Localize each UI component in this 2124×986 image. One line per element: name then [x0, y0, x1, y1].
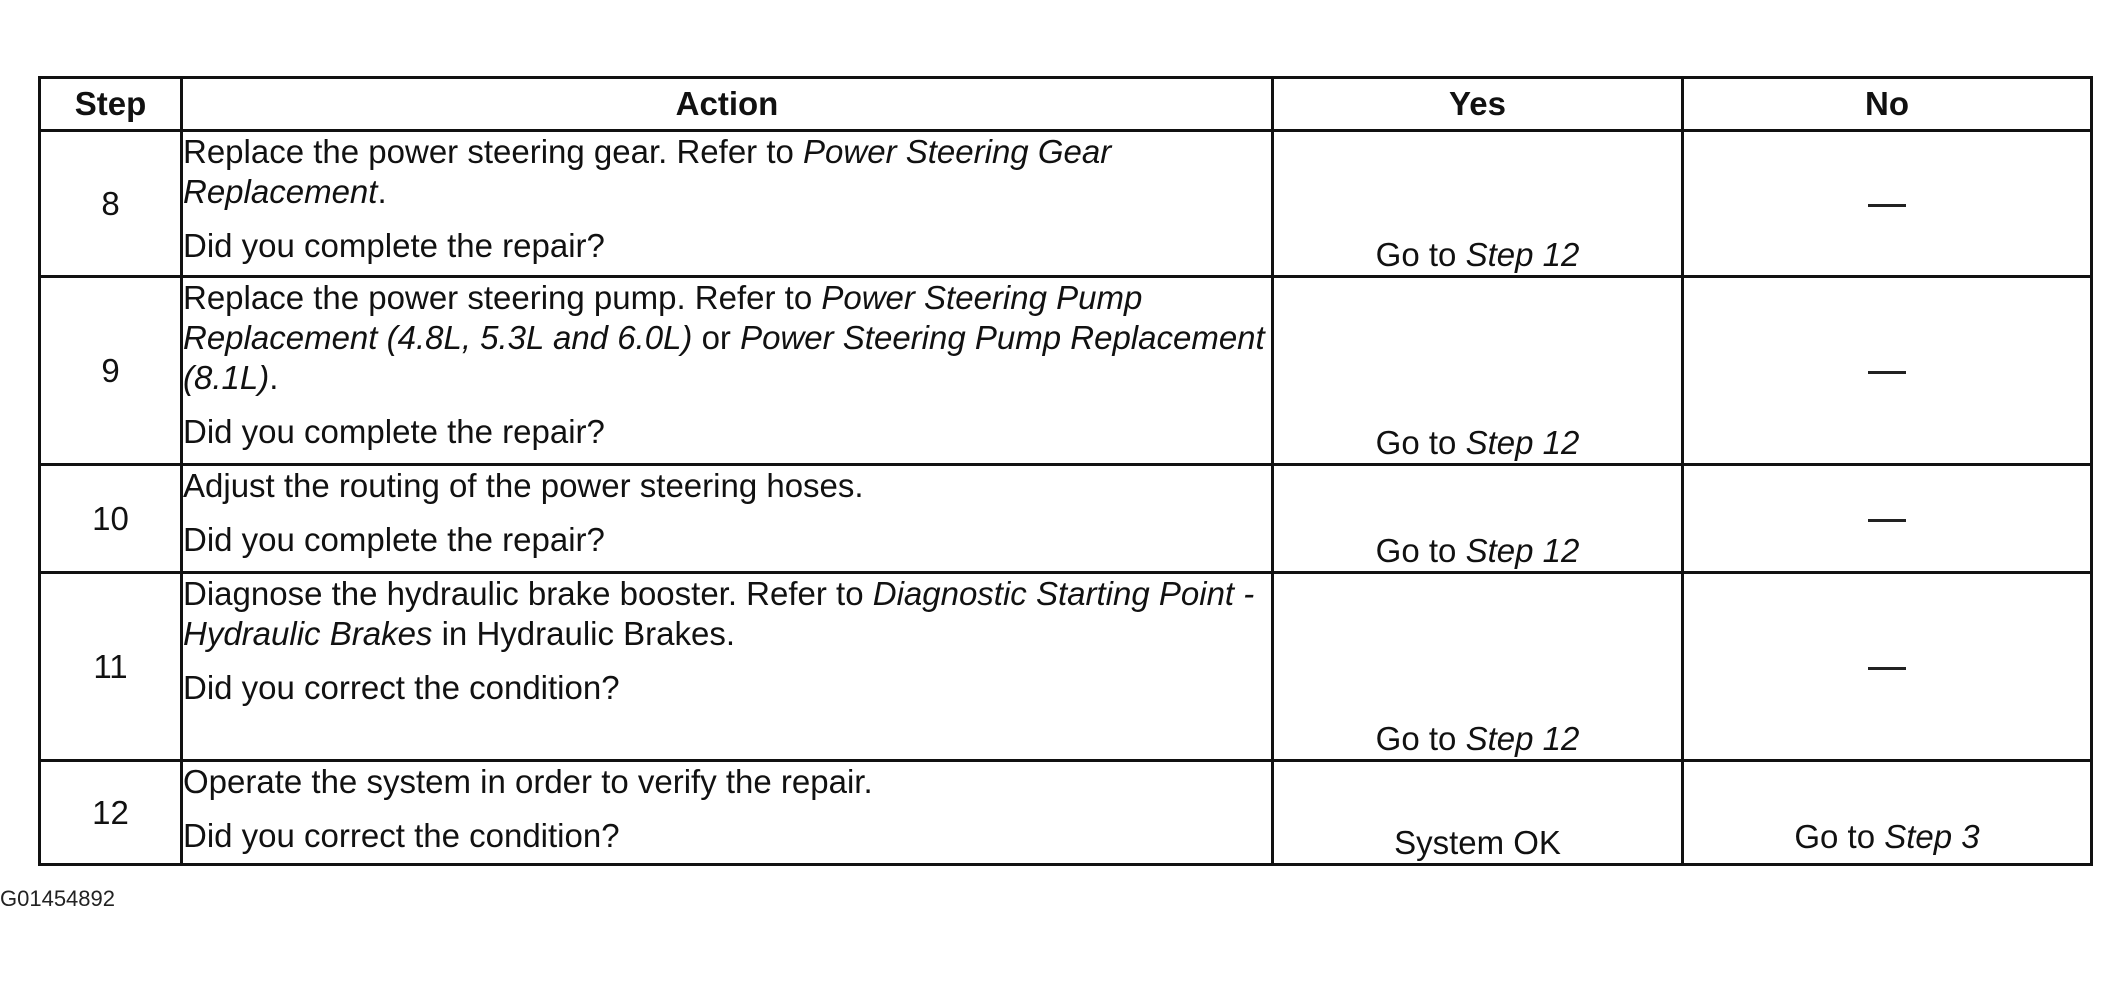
figure-id: G01454892: [0, 886, 115, 911]
no-dash: [1868, 667, 1906, 670]
yes-cell: [1273, 131, 1683, 277]
no-dash: [1868, 371, 1906, 374]
instruction-text: Replace the power steering gear. Refer to: [183, 133, 804, 170]
action-cell: [182, 465, 1273, 573]
yes-cell: System OK: [1273, 761, 1683, 865]
action-instruction: [183, 278, 1271, 398]
yes-cell: [1273, 277, 1683, 465]
action-question: Did you complete the repair?: [183, 227, 605, 264]
table-header-row: [40, 78, 2092, 131]
step-number: 8: [40, 131, 182, 277]
table-row: [40, 761, 2092, 865]
yes-cell: [1273, 573, 1683, 761]
instruction-text: Diagnose the hydraulic brake booster. Refer to: [183, 575, 873, 612]
action-instruction: [183, 466, 1271, 506]
action-question: Did you correct the condition?: [183, 669, 620, 706]
header-yes: Yes: [1273, 78, 1683, 131]
no-cell: [1683, 277, 2092, 465]
table-row: [40, 465, 2092, 573]
header-step: Step: [40, 78, 182, 131]
yes-prefix: Go to: [1375, 424, 1466, 461]
reference-link[interactable]: Power Steering Gear Replacement: [183, 133, 1112, 210]
reference-link[interactable]: Diagnostic Starting Point - Hydraulic Brakes: [183, 575, 1255, 652]
instruction-text: Replace the power steering pump. Refer to: [183, 279, 822, 316]
action-cell: [182, 573, 1273, 761]
table-row: [40, 131, 2092, 277]
step-number: 11: [40, 573, 182, 761]
action-question: Did you complete the repair?: [183, 521, 605, 558]
step-link[interactable]: Step 12: [1465, 424, 1580, 461]
yes-prefix: Go to: [1375, 532, 1466, 569]
step-link[interactable]: Step 12: [1465, 720, 1580, 757]
instruction-text: Adjust the routing of the power steering hoses.: [183, 467, 864, 504]
no-cell: [1683, 761, 2092, 865]
action-instruction: [183, 132, 1271, 212]
header-action: Action: [182, 78, 1273, 131]
reference-link[interactable]: Power Steering Pump Replacement (4.8L, 5.3L and 6.0L): [183, 279, 1143, 356]
action-question: Did you complete the repair?: [183, 413, 605, 450]
instruction-text: Operate the system in order to verify the repair.: [183, 763, 873, 800]
action-cell: [182, 761, 1273, 865]
no-cell: [1683, 465, 2092, 573]
table-row: [40, 277, 2092, 465]
no-cell: [1683, 573, 2092, 761]
instruction-text: or: [692, 319, 741, 356]
reference-link[interactable]: Power Steering Pump Replacement (8.1L): [183, 319, 1265, 396]
action-cell: [182, 277, 1273, 465]
step-link[interactable]: Step 12: [1465, 532, 1580, 569]
step-number: 10: [40, 465, 182, 573]
yes-cell: [1273, 465, 1683, 573]
yes-prefix: Go to: [1375, 720, 1466, 757]
step-link[interactable]: Step 12: [1465, 236, 1580, 273]
instruction-text: .: [377, 173, 387, 210]
action-instruction: [183, 762, 1271, 802]
step-number: 12: [40, 761, 182, 865]
instruction-text: .: [269, 359, 279, 396]
step-number: 9: [40, 277, 182, 465]
no-prefix: Go to: [1794, 818, 1885, 855]
no-cell: [1683, 131, 2092, 277]
no-dash: [1868, 204, 1906, 207]
table-row: [40, 573, 2092, 761]
diagnostic-table: [38, 76, 2093, 866]
action-cell: [182, 131, 1273, 277]
action-question: Did you correct the condition?: [183, 817, 620, 854]
action-instruction: [183, 574, 1271, 654]
step-link[interactable]: Step 3: [1884, 818, 1980, 855]
yes-prefix: Go to: [1375, 236, 1466, 273]
no-dash: [1868, 519, 1906, 522]
instruction-text: in Hydraulic Brakes.: [432, 615, 736, 652]
header-no: No: [1683, 78, 2092, 131]
